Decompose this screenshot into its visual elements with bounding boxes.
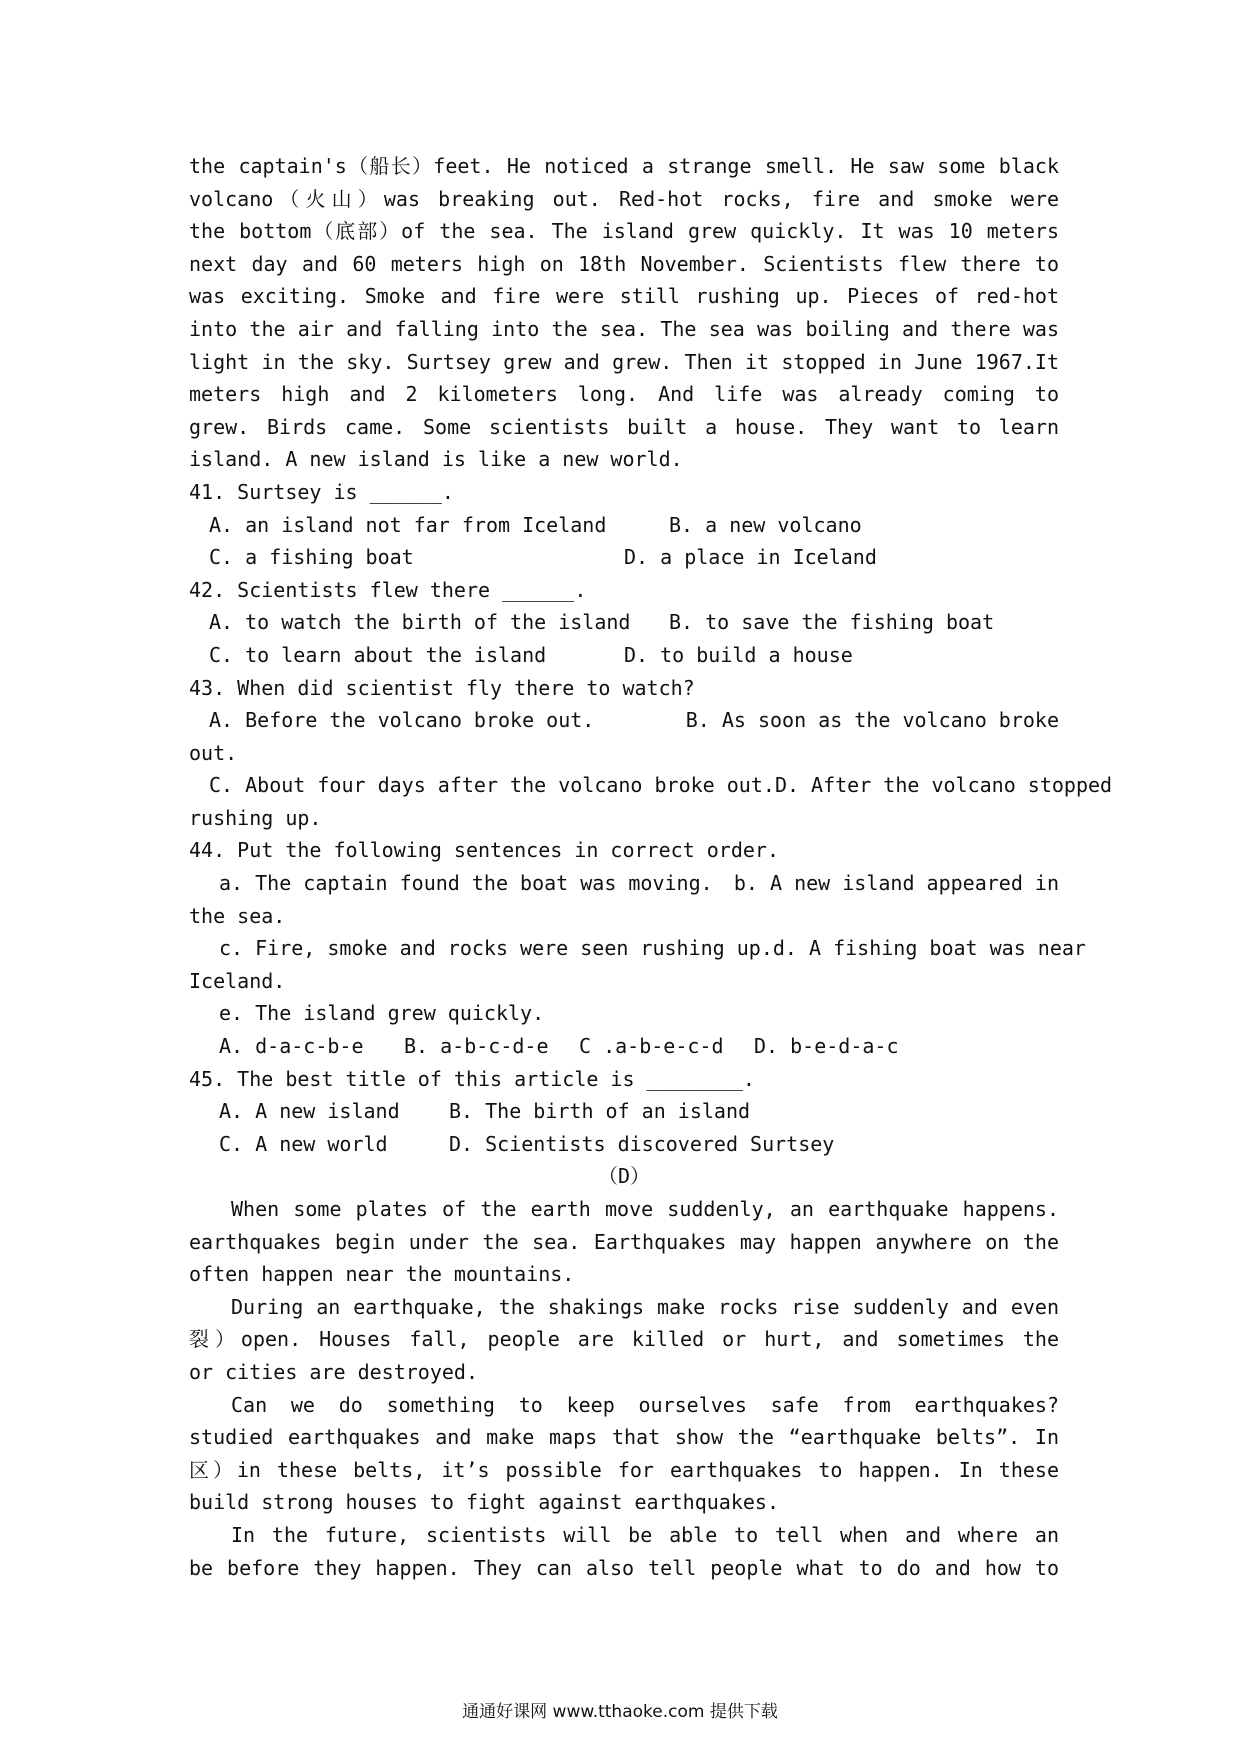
option-row (189, 541, 1059, 574)
passage-line: volcano（火山）was breaking out. Red-hot rocks, fire and smoke were (189, 186, 1059, 211)
option-d: D. After the volcano stopped (774, 773, 1113, 798)
passage-line: studied earthquakes and make maps that show the “earthquake belts”. In (189, 1425, 1059, 1450)
section-title: （D） (597, 1164, 651, 1189)
sentence-b-continued: the sea. (189, 903, 286, 928)
option-b: B. The birth of an island (449, 1099, 751, 1124)
option-d: D. a place in Iceland (624, 545, 877, 570)
question-44 (189, 834, 1086, 1062)
passage-line: 区）in these belts, it’s possible for earthquakes to happen. In these (189, 1457, 1059, 1482)
document-page (189, 150, 1113, 1584)
option-row (189, 639, 1059, 672)
passage-line: When some plates of the earth move suddenly, an earthquake happens. (231, 1197, 1059, 1221)
option-a: A. A new island (219, 1099, 400, 1124)
passage-line: into the air and falling into the sea. The sea was boiling and there was (189, 316, 1059, 341)
passage-d (189, 1193, 1059, 1584)
option-d: D. b-e-d-a-c (754, 1034, 899, 1059)
sentence-b: b. A new island appeared in (733, 871, 1059, 896)
question-stem: 42. Scientists flew there ______. (189, 577, 587, 602)
option-b-continued: out. (189, 740, 238, 765)
question-stem: 41. Surtsey is ______. (189, 479, 454, 504)
option-a: A. an island not far from Iceland (209, 512, 607, 537)
option-b: B. As soon as the volcano broke (685, 708, 1059, 733)
option-c: C. to learn about the island (209, 642, 547, 667)
passage-line: meters high and 2 kilometers long. And life was already coming to (189, 382, 1059, 407)
question-41 (189, 476, 1059, 574)
passage-line: the bottom（底部）of the sea. The island grew quickly. It was 10 meters (189, 219, 1059, 244)
option-a: A. to watch the birth of the island (209, 610, 631, 635)
passage-line: be before they happen. They can also tell people what to do and how to (189, 1555, 1059, 1580)
passage-line: often happen near the mountains. (189, 1262, 575, 1287)
passage-line: 裂）open. Houses fall, people are killed or hurt, and sometimes the (189, 1327, 1059, 1352)
option-row (189, 769, 1113, 802)
option-row (189, 606, 1059, 639)
option-d-continued: rushing up. (189, 805, 322, 830)
option-b: B. to save the fishing boat (669, 610, 995, 635)
option-b: B. a new volcano (669, 512, 862, 537)
passage-line: In the future, scientists will be able to tell when and where an (231, 1522, 1059, 1547)
sentence-d-continued: Iceland. (189, 968, 286, 993)
option-a: A. Before the volcano broke out. (209, 708, 595, 733)
option-c: C .a-b-e-c-d (579, 1034, 724, 1059)
option-d: D. Scientists discovered Surtsey (449, 1131, 835, 1156)
passage-line: island. A new island is like a new world. (189, 447, 683, 472)
question-stem: 43. When did scientist fly there to watch? (189, 675, 695, 700)
passage-line: build strong houses to fight against earthquakes. (189, 1490, 780, 1515)
passage-line: was exciting. Smoke and fire were still rushing up. Pieces of red-hot (189, 284, 1059, 309)
option-c: C. a fishing boat (209, 545, 414, 570)
option-row (189, 509, 1059, 542)
passage-line: earthquakes begin under the sea. Earthquakes may happen anywhere on the (189, 1229, 1059, 1254)
option-row (189, 1095, 1059, 1128)
option-row (189, 1128, 1059, 1161)
question-stem: 44. Put the following sentences in correct order. (189, 838, 780, 863)
question-45 (189, 1063, 1059, 1161)
passage-line: light in the sky. Surtsey grew and grew. Then it stopped in June 1967.It (189, 349, 1059, 374)
passage-line: the captain's（船长）feet. He noticed a strange smell. He saw some black (189, 154, 1059, 178)
sentence-row (189, 932, 1086, 965)
question-42 (189, 574, 1059, 672)
passage-line: next day and 60 meters high on 18th November. Scientists flew there to (189, 251, 1059, 276)
option-row (189, 704, 1059, 737)
sentence-e: e. The island grew quickly. (219, 1001, 545, 1026)
option-b: B. a-b-c-d-e (404, 1034, 549, 1059)
sentence-d: d. A fishing boat was near (772, 936, 1086, 961)
passage-line: Can we do something to keep ourselves safe from earthquakes? (231, 1392, 1059, 1417)
option-a: A. d-a-c-b-e (219, 1034, 364, 1059)
passage-c (189, 150, 1059, 476)
question-stem: 45. The best title of this article is ________. (189, 1066, 755, 1091)
sentence-row (189, 867, 1059, 900)
option-c: C. About four days after the volcano broke out. (209, 773, 775, 798)
option-row (189, 1030, 1059, 1063)
page-footer: 通通好课网 www.tthaoke.com 提供下载 (462, 1702, 778, 1722)
passage-line: During an earthquake, the shakings make rocks rise suddenly and even (231, 1294, 1059, 1319)
option-c: C. A new world (219, 1131, 388, 1156)
sentence-a: a. The captain found the boat was moving. (219, 871, 713, 896)
passage-line: or cities are destroyed. (189, 1359, 478, 1384)
question-43 (189, 672, 1113, 835)
option-d: D. to build a house (624, 642, 853, 667)
sentence-c: c. Fire, smoke and rocks were seen rushing up. (219, 936, 773, 961)
passage-line: grew. Birds came. Some scientists built a house. They want to learn (189, 414, 1059, 439)
